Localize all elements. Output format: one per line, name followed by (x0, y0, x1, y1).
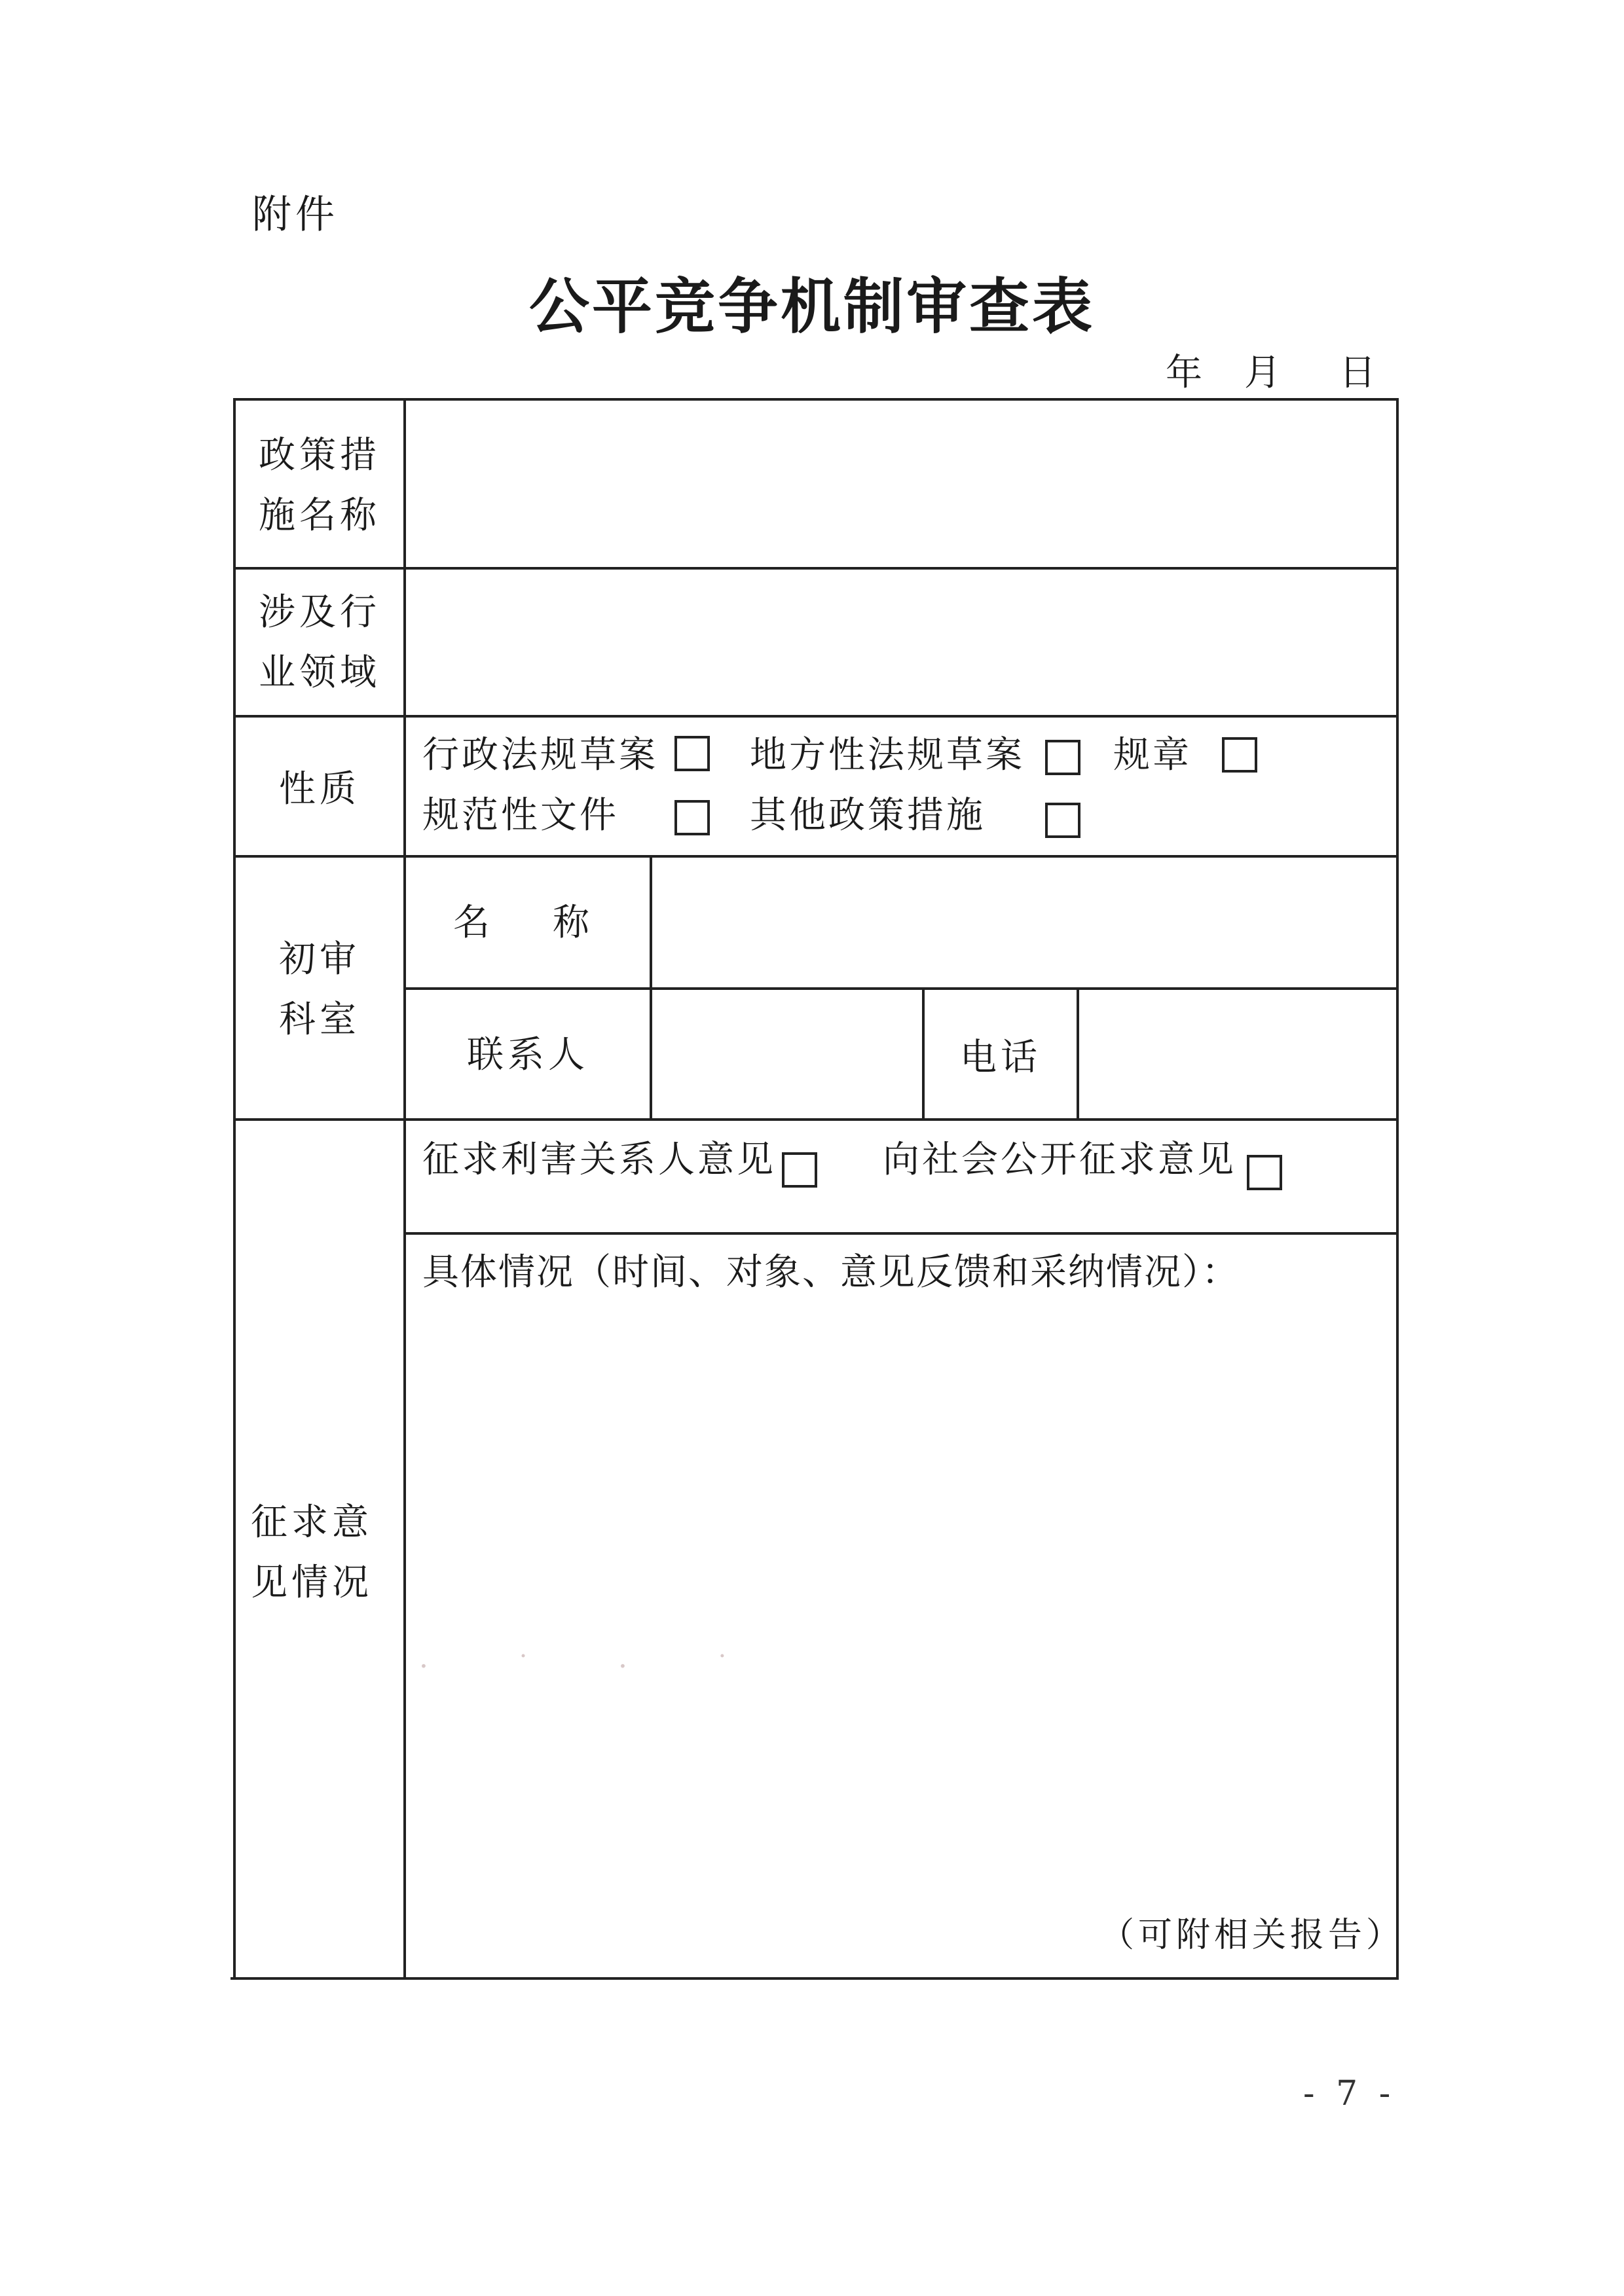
row-divider-2 (233, 715, 1399, 718)
row-divider-4 (233, 1118, 1399, 1121)
review-contact-field[interactable] (652, 990, 922, 1118)
consult-stakeholders-label: 征求利害关系人意见 (422, 1139, 776, 1181)
date-year-label: 年 (1166, 352, 1202, 394)
nature-label: 性质 (279, 768, 360, 811)
table-border-right (1396, 398, 1399, 1980)
page-title: 公平竞争机制审查表 (528, 271, 1095, 342)
nature-option-other-measures-checkbox[interactable] (1045, 803, 1080, 838)
consultation-details-label: 具体情况（时间、对象、意见反馈和采纳情况）： (422, 1251, 1240, 1294)
attachment-label: 附件 (252, 192, 339, 238)
page-number: - 7 - (1303, 2074, 1396, 2113)
nature-option-local-regulation-label: 地方性法规草案 (750, 734, 1025, 776)
date-day-label: 日 (1339, 352, 1376, 394)
consult-public-checkbox[interactable] (1247, 1155, 1282, 1190)
consult-public-label: 向社会公开征求意见 (883, 1139, 1236, 1181)
scan-specks: · ˙ · ˙ (419, 1650, 769, 1683)
nature-option-normative-doc-label: 规范性文件 (422, 794, 619, 837)
date-line (1166, 344, 1378, 396)
nature-option-admin-regulation-checkbox[interactable] (674, 736, 710, 771)
review-phone-label: 电话 (960, 1036, 1041, 1079)
industry-label: 涉及行 业领域 (259, 591, 380, 694)
initial-review-label: 初审 科室 (279, 938, 360, 1041)
nature-option-rules-checkbox[interactable] (1222, 737, 1257, 773)
industry-field[interactable] (406, 570, 1396, 715)
review-name-label: 名 称 (453, 902, 602, 944)
nature-option-other-measures-label: 其他政策措施 (750, 794, 986, 837)
consultation-details-field[interactable] (406, 1309, 1396, 1912)
policy-name-field[interactable] (406, 401, 1396, 567)
consult-stakeholders-checkbox[interactable] (782, 1152, 817, 1188)
review-name-field[interactable] (652, 858, 1396, 987)
policy-name-label: 政策措 施名称 (259, 434, 380, 537)
nature-option-rules-label: 规章 (1113, 734, 1192, 776)
nature-option-admin-regulation-label: 行政法规草案 (422, 734, 658, 776)
nature-option-local-regulation-checkbox[interactable] (1045, 740, 1080, 775)
review-contact-label: 联系人 (467, 1034, 589, 1076)
consultation-label: 征求意 见情况 (251, 1501, 373, 1604)
date-month-label: 月 (1244, 352, 1281, 394)
review-phone-field[interactable] (1079, 990, 1396, 1118)
nature-option-normative-doc-checkbox[interactable] (674, 800, 710, 835)
consultation-subrow-divider (403, 1232, 1399, 1235)
attach-report-note: （可附相关报告） (1100, 1916, 1405, 1955)
